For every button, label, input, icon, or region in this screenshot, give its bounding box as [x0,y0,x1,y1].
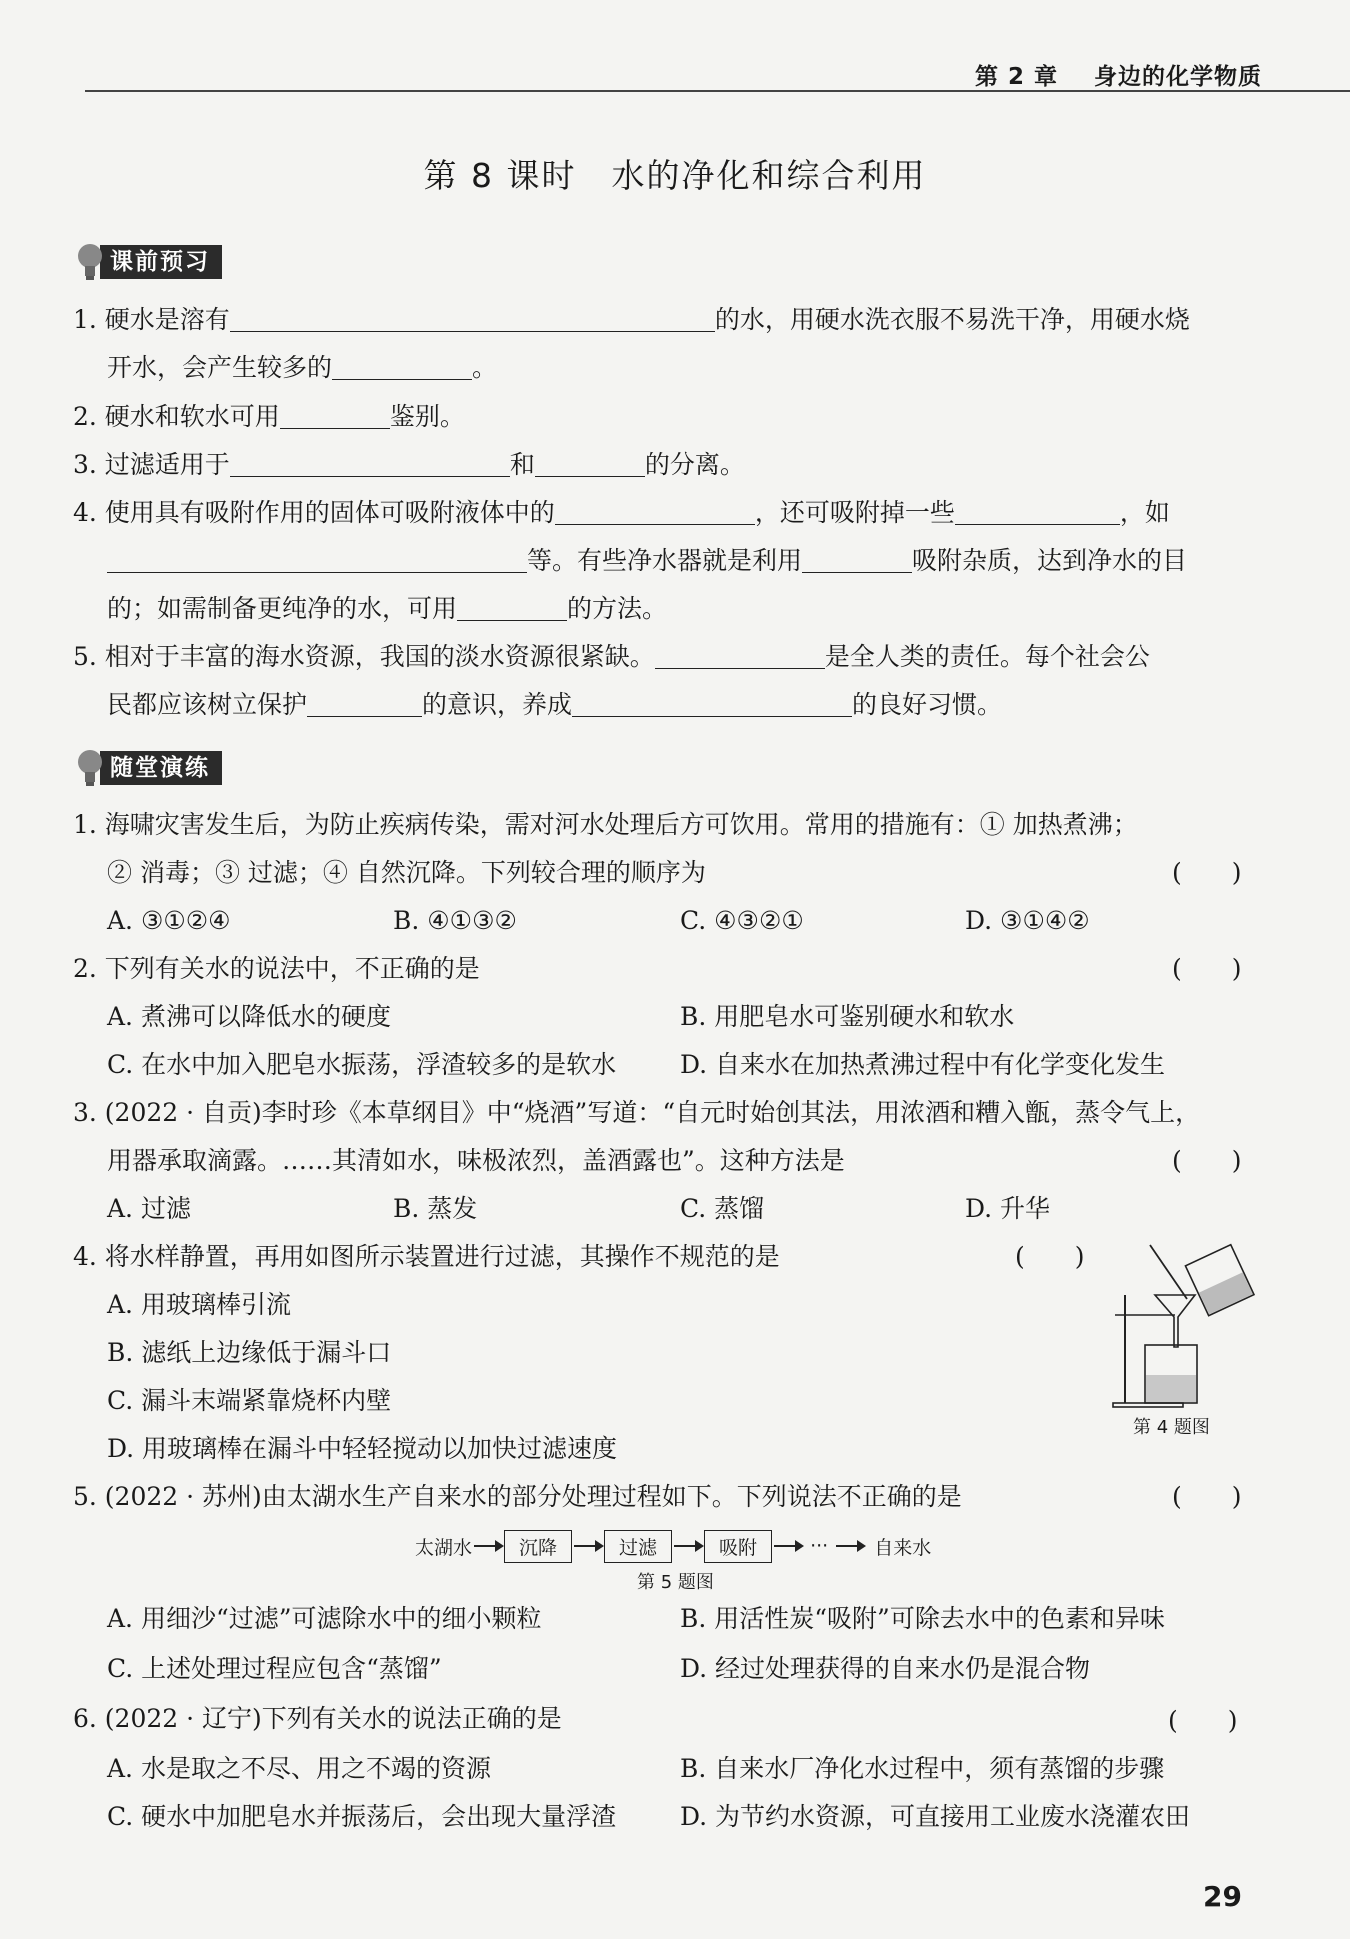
chapter-title: 身边的化学物质 [1094,64,1262,90]
question-text: 2. 硬水和软水可用 [73,402,280,431]
q4-option-b[interactable]: B. 滤纸上边缘低于漏斗口 [107,1338,392,1367]
q4-option-c[interactable]: C. 漏斗末端紧靠烧杯内壁 [107,1386,392,1415]
answer-parentheses[interactable]: ( ) [1172,954,1242,983]
answer-blank[interactable] [655,644,825,669]
preview-q2 [73,402,465,432]
answer-blank[interactable] [332,355,472,380]
answer-parentheses[interactable]: ( ) [1168,1706,1238,1735]
arrow-icon [474,1545,502,1547]
q2-option-a[interactable]: A. 煮沸可以降低水的硬度 [107,1002,391,1031]
answer-blank[interactable] [307,692,422,717]
q1-option-a[interactable]: A. ③①②④ [107,906,231,935]
arrow-icon [836,1545,864,1547]
practice-q3-line2: 用器承取滴露。……其清如水，味极浓烈，盖酒露也”。这种方法是 [107,1146,845,1175]
question-text: 的；如需制备更纯净的水，可用 [107,594,458,623]
q4-option-a[interactable]: A. 用玻璃棒引流 [107,1290,291,1319]
q3-option-c[interactable]: C. 蒸馏 [680,1194,765,1223]
flow-ellipsis: ··· [810,1535,829,1557]
question-text: 吸附杂质，达到净水的目 [912,546,1188,575]
q6-option-a[interactable]: A. 水是取之不尽、用之不竭的资源 [107,1754,491,1783]
answer-blank[interactable] [535,452,645,477]
preview-q4-line3 [107,594,667,624]
answer-parentheses[interactable]: ( ) [1172,858,1242,887]
figure-caption: 第 5 题图 [637,1572,714,1593]
arrow-icon [674,1545,702,1547]
answer-parentheses[interactable]: ( ) [1172,1146,1242,1175]
arrow-icon [574,1545,602,1547]
page-number: 29 [1203,1880,1242,1913]
q2-option-b[interactable]: B. 用肥皂水可鉴别硬水和软水 [680,1002,1015,1031]
question-text: 等。有些净水器就是利用 [527,546,803,575]
answer-parentheses[interactable]: ( ) [1015,1242,1085,1271]
q5-option-d[interactable]: D. 经过处理获得的自来水仍是混合物 [680,1654,1091,1683]
practice-q4: 4. 将水样静置，再用如图所示装置进行过滤，其操作不规范的是 [73,1242,780,1271]
practice-q3-line1: 3. (2022 · 自贡)李时珍《本草纲目》中“烧酒”写道：“自元时始创其法，用浓酒和糟入甑，蒸令气上， [73,1098,1201,1127]
answer-blank[interactable] [802,548,912,573]
flow-step-filtration: 过滤 [604,1530,672,1563]
practice-q6: 6. (2022 · 辽宁)下列有关水的说法正确的是 [73,1704,562,1733]
q2-option-c[interactable]: C. 在水中加入肥皂水振荡，浮渣较多的是软水 [107,1050,617,1079]
lesson-title: 第 8 课时 水的净化和综合利用 [423,156,927,195]
answer-blank[interactable] [230,307,715,332]
preview-q3 [73,450,745,480]
flow-output: 自来水 [874,1536,932,1559]
question-text: 1. 硬水是溶有 [73,305,230,334]
question-text: 民都应该树立保护 [107,690,308,719]
q4-option-d[interactable]: D. 用玻璃棒在漏斗中轻轻搅动以加快过滤速度 [107,1434,618,1463]
figure-caption: 第 4 题图 [1133,1417,1210,1438]
question-text: 鉴别。 [389,402,465,431]
lightbulb-icon [76,242,104,282]
question-text: 5. 相对于丰富的海水资源，我国的淡水资源很紧缺。 [73,642,655,671]
question-text: 的水，用硬水洗衣服不易洗干净，用硬水烧 [714,305,1190,334]
q5-option-c[interactable]: C. 上述处理过程应包含“蒸馏” [107,1654,442,1683]
q2-option-d[interactable]: D. 自来水在加热煮沸过程中有化学变化发生 [680,1050,1166,1079]
preview-q1-line2 [107,353,497,383]
question-text: 4. 使用具有吸附作用的固体可吸附液体中的 [73,498,555,527]
q5-option-b[interactable]: B. 用活性炭“吸附”可除去水中的色素和异味 [680,1604,1165,1633]
section-header-preview [76,242,222,282]
question-text: 的方法。 [567,594,668,623]
practice-q5: 5. (2022 · 苏州)由太湖水生产自来水的部分处理过程如下。下列说法不正确的是 [73,1482,962,1511]
question-text: 的良好习惯。 [852,690,1003,719]
question-text: 的意识，养成 [422,690,573,719]
question-text: 。 [472,353,498,382]
flow-step-adsorption: 吸附 [704,1530,772,1563]
answer-blank[interactable] [572,692,852,717]
practice-q2: 2. 下列有关水的说法中，不正确的是 [73,954,480,983]
question-text: 是全人类的责任。每个社会公 [824,642,1150,671]
practice-q1-line2: ② 消毒；③ 过滤；④ 自然沉降。下列较合理的顺序为 [107,858,706,887]
practice-q1-line1: 1. 海啸灾害发生后，为防止疾病传染，需对河水处理后方可饮用。常用的措施有：① 加热煮沸； [73,810,1138,839]
q1-option-d[interactable]: D. ③①④② [965,906,1090,935]
answer-blank[interactable] [280,404,390,429]
preview-q4-line1 [73,498,1170,528]
question-text: 的分离。 [644,450,745,479]
q6-option-d[interactable]: D. 为节约水资源，可直接用工业废水浇灌农田 [680,1802,1191,1831]
filtration-diagram [1105,1235,1270,1410]
water-treatment-flowchart [415,1530,931,1562]
lightbulb-icon [76,748,104,788]
q1-option-b[interactable]: B. ④①③② [393,906,517,935]
question-text: ，还可吸附掉一些 [754,498,955,527]
q3-option-a[interactable]: A. 过滤 [107,1194,191,1223]
answer-parentheses[interactable]: ( ) [1172,1482,1242,1511]
flow-step-sedimentation: 沉降 [504,1530,572,1563]
answer-blank[interactable] [955,500,1120,525]
question-text: 和 [509,450,535,479]
chapter-number: 第 2 章 [974,64,1058,90]
section-label: 随堂演练 [100,751,222,785]
q3-option-d[interactable]: D. 升华 [965,1194,1051,1223]
question-text: 开水，会产生较多的 [107,353,333,382]
preview-q5-line2 [107,690,1002,720]
answer-blank[interactable] [457,596,567,621]
q6-option-c[interactable]: C. 硬水中加肥皂水并振荡后，会出现大量浮渣 [107,1802,617,1831]
preview-q4-line2 [107,546,1187,576]
answer-blank[interactable] [107,548,527,573]
question-text: ，如 [1119,498,1170,527]
q3-option-b[interactable]: B. 蒸发 [393,1194,478,1223]
answer-blank[interactable] [555,500,755,525]
q6-option-b[interactable]: B. 自来水厂净化水过程中，须有蒸馏的步骤 [680,1754,1165,1783]
filtration-apparatus-figure [1105,1235,1270,1438]
preview-q1-line1 [73,305,1190,335]
section-header-practice [76,748,222,788]
answer-blank[interactable] [230,452,510,477]
preview-q5-line1 [73,642,1150,672]
section-label: 课前预习 [100,245,222,279]
running-header [975,58,1262,91]
flow-source: 太湖水 [415,1536,473,1559]
q1-option-c[interactable]: C. ④③②① [680,906,804,935]
question-text: 3. 过滤适用于 [73,450,230,479]
arrow-icon [774,1545,802,1547]
q5-option-a[interactable]: A. 用细沙“过滤”可滤除水中的细小颗粒 [107,1604,542,1633]
